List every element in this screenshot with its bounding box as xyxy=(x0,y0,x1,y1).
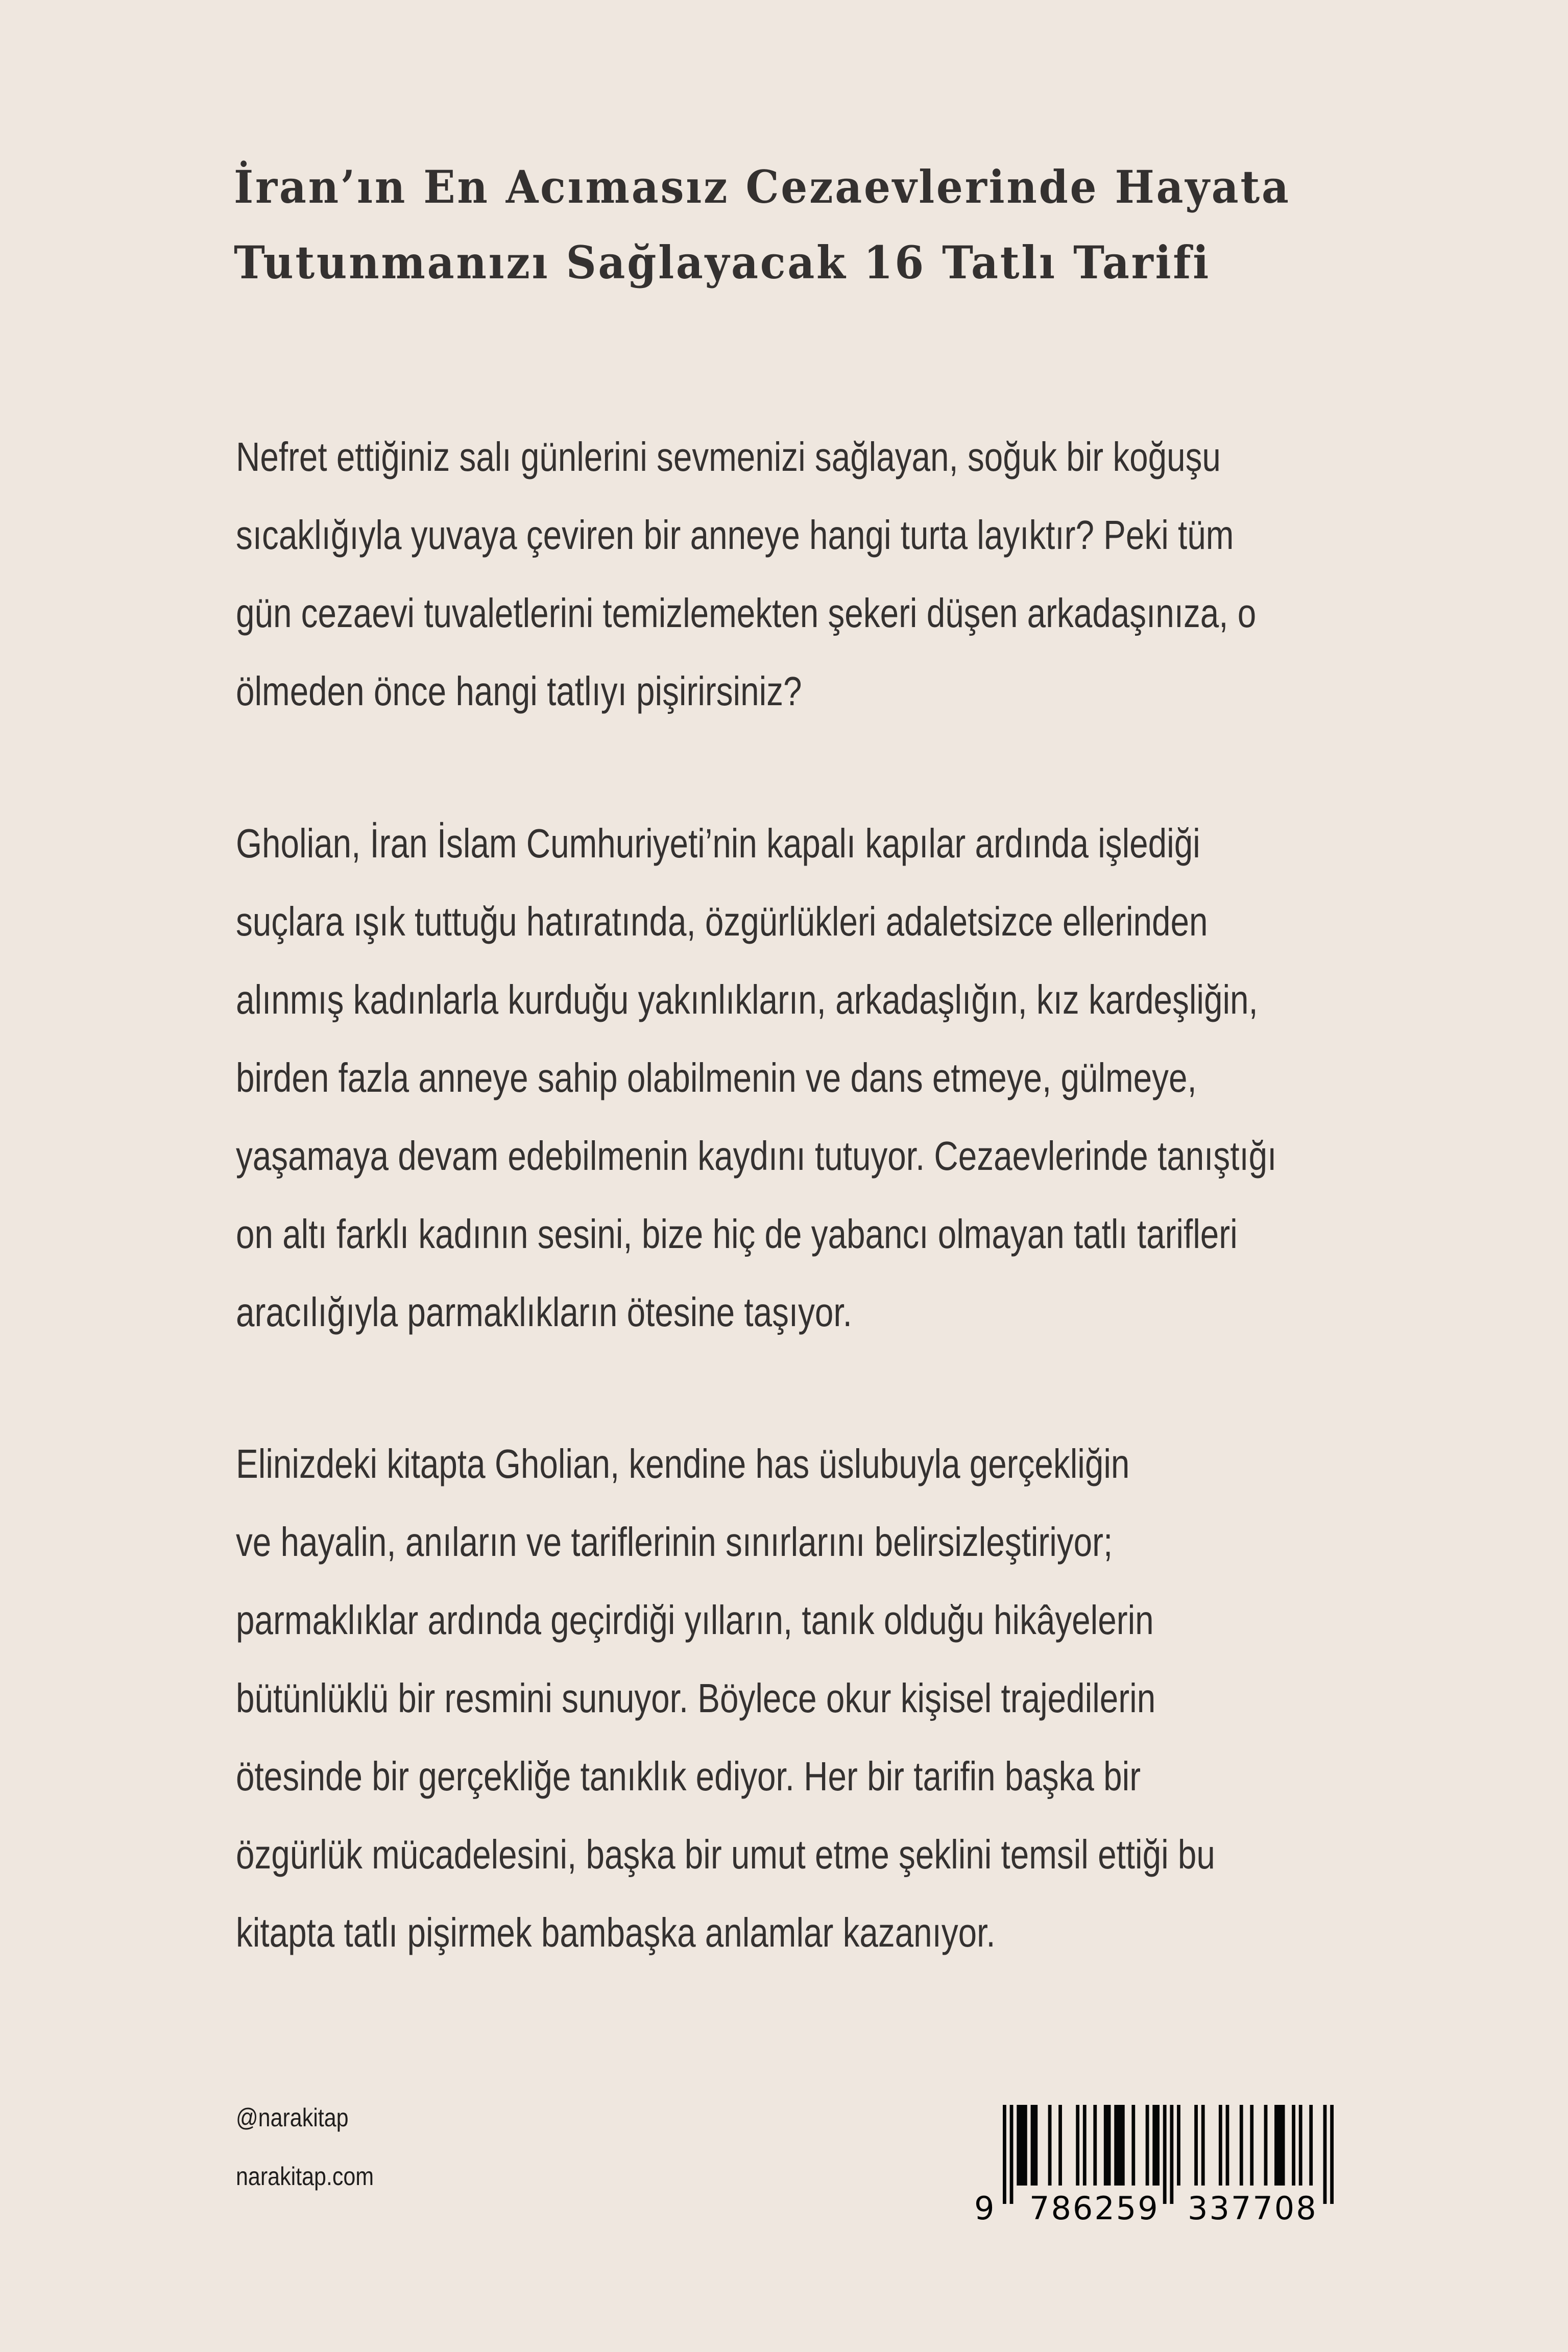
paragraph-line: alınmış kadınlarla kurduğu yakınlıkların, arkadaşlığın, kız kardeşliğin, xyxy=(236,977,1258,1022)
paragraph-line: aracılığıyla parmaklıkların ötesine taşıyor. xyxy=(236,1289,852,1335)
paragraph-line: kitapta tatlı pişirmek bambaşka anlamlar kazanıyor. xyxy=(236,1910,996,1955)
paragraph-line: Nefret ettiğiniz salı günlerini sevmenizi sağlayan, soğuk bir koğuşu xyxy=(236,434,1221,479)
title-line-2: Tutunmanızı Sağlayacak 16 Tatlı Tarifi xyxy=(234,236,1211,289)
paragraph-line: birden fazla anneye sahip olabilmenin ve dans etmeye, gülmeye, xyxy=(236,1055,1197,1100)
book-title xyxy=(234,149,1326,300)
paragraph-line: parmaklıklar ardında geçirdiği yılların, tanık olduğu hikâyelerin xyxy=(236,1597,1154,1643)
svg-text:786259: 786259 xyxy=(1029,2190,1160,2227)
paragraph-line: özgürlük mücadelesini, başka bir umut etme şeklini temsil ettiği bu xyxy=(236,1832,1215,1877)
paragraph-line: ölmeden önce hangi tatlıyı pişirirsiniz? xyxy=(236,668,802,714)
social-handle: @narakitap xyxy=(236,2103,349,2132)
barcode-icon xyxy=(970,2094,1368,2242)
website-url: narakitap.com xyxy=(236,2162,374,2191)
paragraph-line: ve hayalin, anıların ve tariflerinin sınırlarını belirsizleştiriyor; xyxy=(236,1519,1113,1565)
paragraph-line: sıcaklığıyla yuvaya çeviren bir anneye hangi turta layıktır? Peki tüm xyxy=(236,512,1234,558)
paragraph-line: bütünlüklü bir resmini sunuyor. Böylece okur kişisel trajedilerin xyxy=(236,1675,1156,1721)
blurb-paragraph-1 xyxy=(236,418,1257,730)
paragraph-line: suçlara ışık tuttuğu hatıratında, özgürlükleri adaletsizce ellerinden xyxy=(236,899,1208,944)
svg-text:337708: 337708 xyxy=(1188,2190,1318,2227)
paragraph-line: on altı farklı kadının sesini, bize hiç de yabancı olmayan tatlı tarifleri xyxy=(236,1211,1238,1257)
paragraph-line: yaşamaya devam edebilmenin kaydını tutuyor. Cezaevlerinde tanıştığı xyxy=(236,1133,1277,1179)
title-line-1: İran’ın En Acımasız Cezaevlerinde Hayata xyxy=(234,160,1291,213)
blurb-paragraph-3 xyxy=(236,1425,1215,1972)
svg-text:9: 9 xyxy=(974,2190,995,2227)
paragraph-line: ötesinde bir gerçekliğe tanıklık ediyor. Her bir tarifin başka bir xyxy=(236,1754,1141,1799)
paragraph-line: Gholian, İran İslam Cumhuriyeti’nin kapalı kapılar ardında işlediği xyxy=(236,821,1200,866)
isbn-barcode xyxy=(970,2094,1368,2242)
paragraph-line: gün cezaevi tuvaletlerini temizlemekten şekeri düşen arkadaşınıza, o xyxy=(236,590,1257,636)
paragraph-line: Elinizdeki kitapta Gholian, kendine has üslubuyla gerçekliğin xyxy=(236,1441,1130,1486)
blurb-paragraph-2 xyxy=(236,804,1277,1351)
